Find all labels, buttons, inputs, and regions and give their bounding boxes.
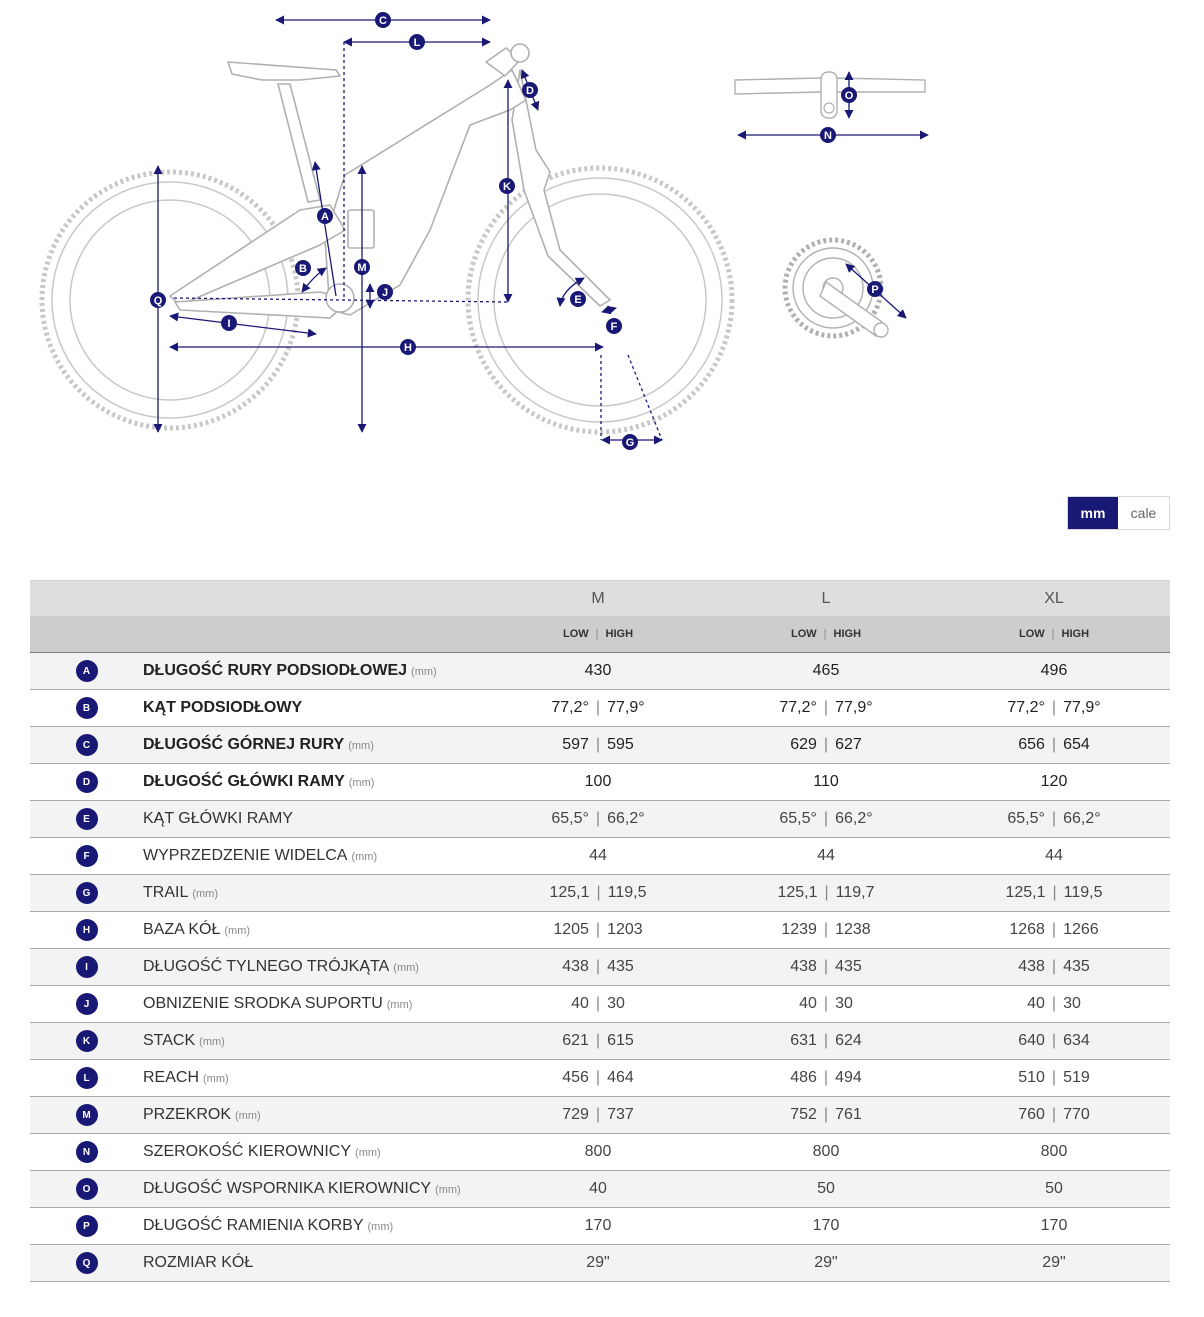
row-value-l [712, 1106, 940, 1124]
separator: | [595, 1069, 601, 1086]
separator: | [595, 628, 599, 640]
value-low: 629 [790, 736, 817, 753]
row-value-m [484, 958, 712, 976]
row-value-l: 170 [812, 1217, 840, 1234]
row-code-badge: J [76, 993, 98, 1015]
unit-mm-button[interactable]: mm [1068, 497, 1118, 529]
row-unit: (mm) [367, 1221, 394, 1233]
value-low: 438 [562, 958, 589, 975]
row-unit: (mm) [203, 1073, 229, 1085]
row-label: DŁUGOŚĆ WSPORNIKA KIEROWNICY [143, 1180, 432, 1197]
row-value-xl [940, 921, 1168, 939]
row-label-cell [143, 1106, 484, 1124]
value-high: 615 [607, 1032, 634, 1049]
geometry-row-a [30, 653, 1170, 690]
low-label: LOW [562, 628, 589, 640]
row-value-xl [940, 736, 1168, 754]
row-label-cell [143, 773, 484, 791]
row-code-badge: P [76, 1215, 98, 1237]
value-low: 125,1 [549, 884, 590, 901]
value-high: 494 [835, 1069, 862, 1086]
geometry-row-h [30, 912, 1170, 949]
value-low: 1268 [1009, 921, 1045, 938]
diagram-badge-p [867, 281, 883, 297]
bike-frame [170, 44, 610, 318]
value-high: 627 [835, 736, 862, 753]
row-value-xl [940, 1106, 1168, 1124]
value-high: 1203 [607, 921, 643, 938]
low-label: LOW [790, 628, 817, 640]
separator: | [823, 921, 829, 938]
diagram-badge-j [377, 284, 393, 300]
row-value-m: 44 [589, 847, 607, 864]
row-label-cell [143, 1069, 484, 1087]
value-low: 1239 [781, 921, 817, 938]
diagram-badge-f [606, 318, 622, 334]
svg-text:G: G [625, 437, 635, 449]
row-label-cell [143, 1032, 484, 1050]
svg-text:F: F [610, 321, 618, 333]
row-value-xl [940, 958, 1168, 976]
diagram-badge-h [400, 339, 416, 355]
geometry-row-m [30, 1097, 1170, 1134]
row-code-badge: G [76, 882, 98, 904]
row-value-l [712, 1069, 940, 1087]
crankset-inset [785, 240, 906, 337]
svg-text:E: E [574, 294, 582, 306]
row-label: TRAIL [143, 884, 189, 901]
row-value-l [712, 884, 940, 902]
separator: | [823, 810, 829, 827]
row-unit: (mm) [199, 1036, 225, 1048]
value-low: 486 [790, 1069, 817, 1086]
separator: | [596, 884, 601, 901]
value-high: 1266 [1063, 921, 1099, 938]
separator: | [595, 995, 601, 1012]
row-unit: (mm) [348, 777, 375, 789]
row-label-cell [143, 1217, 484, 1235]
row-value-l [712, 921, 940, 939]
geometry-row-d [30, 764, 1170, 801]
value-low: 125,1 [777, 884, 818, 901]
diagram-badge-g [622, 434, 638, 450]
row-value-l [712, 995, 940, 1013]
size-header-l: L [821, 589, 831, 607]
size-header-row [30, 580, 1170, 616]
separator: | [823, 628, 827, 640]
value-low: 631 [790, 1032, 817, 1049]
row-value-m [484, 884, 712, 902]
value-low: 621 [562, 1032, 589, 1049]
value-low: 597 [562, 736, 589, 753]
row-value-m [484, 1106, 712, 1124]
row-value-l: 44 [817, 847, 835, 864]
value-high: 66,2° [607, 810, 645, 827]
row-value-m: 40 [589, 1180, 607, 1197]
value-high: 770 [1063, 1106, 1090, 1123]
geometry-row-n [30, 1134, 1170, 1171]
separator: | [1052, 884, 1057, 901]
svg-text:B: B [299, 263, 307, 275]
low-high-header [712, 628, 940, 640]
value-low: 438 [790, 958, 817, 975]
row-code-badge: A [76, 660, 98, 682]
value-high: 30 [835, 995, 853, 1012]
row-label: BAZA KÓŁ [143, 921, 221, 938]
row-value-l: 29" [814, 1254, 838, 1271]
geometry-row-k [30, 1023, 1170, 1060]
row-label: DŁUGOŚĆ RAMIENIA KORBY [143, 1217, 364, 1234]
geometry-row-g [30, 875, 1170, 912]
value-high: 435 [607, 958, 634, 975]
row-value-l [712, 1032, 940, 1050]
row-label: DŁUGOŚĆ RURY PODSIODŁOWEJ [143, 662, 408, 679]
row-unit: (mm) [224, 925, 251, 937]
row-code-badge: D [76, 771, 98, 793]
separator: | [595, 736, 601, 753]
value-high: 119,7 [835, 884, 875, 901]
high-label: HIGH [605, 628, 634, 640]
value-high: 654 [1063, 736, 1090, 753]
value-high: 519 [1063, 1069, 1090, 1086]
geometry-row-q [30, 1245, 1170, 1282]
value-high: 30 [607, 995, 625, 1012]
svg-text:I: I [227, 318, 231, 330]
row-value-l: 110 [813, 773, 839, 790]
row-unit: (mm) [348, 740, 374, 752]
geometry-table [30, 580, 1170, 1282]
row-value-xl: 496 [1040, 662, 1068, 679]
value-low: 40 [1027, 995, 1045, 1012]
geometry-row-b [30, 690, 1170, 727]
geometry-row-e [30, 801, 1170, 838]
row-label: DŁUGOŚĆ GÓRNEJ RURY [143, 736, 345, 753]
diagram-badge-n [820, 127, 836, 143]
row-label: SZEROKOŚĆ KIEROWNICY [143, 1143, 352, 1160]
value-high: 66,2° [835, 810, 873, 827]
value-high: 77,9° [1063, 699, 1101, 716]
value-low: 760 [1018, 1106, 1045, 1123]
separator: | [1051, 736, 1057, 753]
row-label: DŁUGOŚĆ TYLNEGO TRÓJKĄTA [143, 958, 390, 975]
row-unit: (mm) [393, 962, 419, 974]
row-label-cell [143, 699, 484, 717]
row-value-m [484, 736, 712, 754]
row-label-cell [143, 1180, 484, 1198]
value-high: 66,2° [1063, 810, 1101, 827]
svg-text:C: C [379, 15, 387, 27]
row-value-l [712, 958, 940, 976]
row-value-xl [940, 699, 1168, 717]
value-high: 119,5 [607, 884, 647, 901]
value-low: 77,2° [551, 699, 589, 716]
row-unit: (mm) [355, 1147, 381, 1159]
svg-text:H: H [404, 342, 412, 354]
size-header-xl: XL [1044, 589, 1064, 607]
row-value-l: 800 [812, 1143, 840, 1160]
geometry-diagram [0, 0, 1204, 480]
row-code-badge: I [76, 956, 98, 978]
separator: | [823, 736, 829, 753]
diagram-badge-i [221, 315, 237, 331]
row-label: DŁUGOŚĆ GŁÓWKI RAMY [143, 773, 345, 790]
value-high: 119,5 [1063, 884, 1103, 901]
diagram-badge-c [375, 12, 391, 28]
separator: | [595, 810, 601, 827]
value-high: 30 [1063, 995, 1081, 1012]
size-header-m: M [591, 589, 605, 607]
separator: | [824, 884, 829, 901]
value-high: 435 [835, 958, 862, 975]
row-value-l: 465 [812, 662, 840, 679]
separator: | [1051, 995, 1057, 1012]
value-low: 40 [571, 995, 589, 1012]
svg-text:L: L [413, 37, 421, 49]
value-high: 737 [607, 1106, 634, 1123]
value-low: 77,2° [1007, 699, 1045, 716]
geometry-row-l [30, 1060, 1170, 1097]
row-code-badge: M [76, 1104, 98, 1126]
row-label: WYPRZEDZENIE WIDELCA [143, 847, 348, 864]
value-low: 65,5° [779, 810, 817, 827]
row-value-xl: 800 [1040, 1143, 1068, 1160]
row-value-xl: 50 [1045, 1180, 1063, 1197]
handlebar-inset [735, 72, 928, 135]
row-unit: (mm) [235, 1110, 261, 1122]
unit-inch-button[interactable]: cale [1130, 505, 1157, 521]
value-high: 761 [835, 1106, 862, 1123]
separator: | [823, 1032, 829, 1049]
diagram-badge-o [841, 87, 857, 103]
row-label-cell [143, 1254, 484, 1272]
row-value-m [484, 995, 712, 1013]
separator: | [595, 1106, 601, 1123]
value-high: 435 [1063, 958, 1090, 975]
value-low: 77,2° [779, 699, 817, 716]
row-value-m [484, 921, 712, 939]
value-low: 656 [1018, 736, 1045, 753]
geometry-row-c [30, 727, 1170, 764]
row-value-l [712, 810, 940, 828]
row-code-badge: E [76, 808, 98, 830]
row-code-badge: H [76, 919, 98, 941]
high-label: HIGH [833, 628, 862, 640]
row-label-cell [143, 736, 484, 754]
diagram-badge-q [150, 292, 166, 308]
svg-text:K: K [503, 181, 511, 193]
row-value-m: 100 [584, 773, 612, 790]
separator: | [823, 699, 829, 716]
value-low: 65,5° [1007, 810, 1045, 827]
row-value-l [712, 699, 940, 717]
row-label: KĄT GŁÓWKI RAMY [143, 810, 293, 827]
svg-text:D: D [526, 85, 534, 97]
row-value-m: 170 [584, 1217, 612, 1234]
value-high: 77,9° [835, 699, 873, 716]
geometry-row-o [30, 1171, 1170, 1208]
svg-text:J: J [381, 287, 389, 299]
diagram-badge-b [295, 260, 311, 276]
separator: | [1051, 958, 1057, 975]
row-value-xl [940, 995, 1168, 1013]
separator: | [1051, 921, 1057, 938]
low-high-header [940, 628, 1168, 640]
separator: | [1051, 1106, 1057, 1123]
row-value-xl: 29" [1042, 1254, 1066, 1271]
row-value-l [712, 736, 940, 754]
row-label: KĄT PODSIODŁOWY [143, 699, 303, 716]
value-low: 40 [799, 995, 817, 1012]
value-low: 438 [1018, 958, 1045, 975]
diagram-badge-e [570, 291, 586, 307]
svg-text:A: A [321, 211, 329, 223]
svg-text:N: N [824, 130, 832, 142]
row-value-m [484, 1032, 712, 1050]
row-label: PRZEKROK [143, 1106, 232, 1123]
row-code-badge: L [76, 1067, 98, 1089]
row-value-xl [940, 1069, 1168, 1087]
value-low: 125,1 [1005, 884, 1046, 901]
row-label-cell [143, 1143, 484, 1161]
row-label-cell [143, 958, 484, 976]
diagram-badge-d [522, 82, 538, 98]
row-value-m: 800 [584, 1143, 612, 1160]
row-value-m [484, 699, 712, 717]
separator: | [595, 958, 601, 975]
diagram-badge-a [317, 208, 333, 224]
separator: | [823, 1106, 829, 1123]
row-code-badge: F [76, 845, 98, 867]
unit-toggle [1067, 496, 1170, 530]
row-value-xl: 44 [1045, 847, 1063, 864]
row-label-cell [143, 847, 484, 865]
geometry-row-i [30, 949, 1170, 986]
value-high: 634 [1063, 1032, 1090, 1049]
high-label: HIGH [1061, 628, 1090, 640]
value-high: 1238 [835, 921, 871, 938]
separator: | [595, 921, 601, 938]
separator: | [823, 995, 829, 1012]
value-low: 640 [1018, 1032, 1045, 1049]
row-unit: (mm) [411, 666, 437, 678]
svg-text:Q: Q [153, 295, 163, 307]
row-label-cell [143, 995, 484, 1013]
value-high: 464 [607, 1069, 634, 1086]
row-label: STACK [143, 1032, 196, 1049]
value-low: 729 [562, 1106, 589, 1123]
value-low: 456 [562, 1069, 589, 1086]
row-unit: (mm) [386, 999, 413, 1011]
row-label-cell [143, 884, 484, 902]
diagram-badge-k [499, 178, 515, 194]
row-unit: (mm) [435, 1184, 461, 1196]
row-value-m: 29" [586, 1254, 610, 1271]
separator: | [823, 1069, 829, 1086]
value-high: 624 [835, 1032, 862, 1049]
row-value-m [484, 1069, 712, 1087]
row-value-xl: 170 [1040, 1217, 1068, 1234]
row-unit: (mm) [192, 888, 218, 900]
row-label: REACH [143, 1069, 200, 1086]
svg-text:O: O [844, 90, 854, 102]
row-label-cell [143, 662, 484, 680]
row-value-xl: 120 [1040, 773, 1068, 790]
diagram-badge-m [354, 259, 370, 275]
flip-chip-header-row [30, 616, 1170, 653]
value-low: 65,5° [551, 810, 589, 827]
separator: | [1051, 1069, 1057, 1086]
value-high: 595 [607, 736, 634, 753]
row-value-m [484, 810, 712, 828]
geometry-row-j [30, 986, 1170, 1023]
value-high: 77,9° [607, 699, 645, 716]
row-code-badge: K [76, 1030, 98, 1052]
geometry-row-f [30, 838, 1170, 875]
low-label: LOW [1018, 628, 1045, 640]
row-unit: (mm) [351, 851, 378, 863]
row-value-l: 50 [817, 1180, 835, 1197]
row-label: ROZMIAR KÓŁ [143, 1254, 254, 1271]
separator: | [823, 958, 829, 975]
row-code-badge: C [76, 734, 98, 756]
low-high-header [484, 628, 712, 640]
diagram-badge-l [409, 34, 425, 50]
svg-text:P: P [871, 284, 879, 296]
value-low: 510 [1018, 1069, 1045, 1086]
row-value-xl [940, 810, 1168, 828]
separator: | [1051, 628, 1055, 640]
svg-text:M: M [357, 262, 367, 274]
separator: | [595, 699, 601, 716]
row-code-badge: O [76, 1178, 98, 1200]
geometry-row-p [30, 1208, 1170, 1245]
row-label-cell [143, 921, 484, 939]
separator: | [1051, 699, 1057, 716]
row-code-badge: Q [76, 1252, 98, 1274]
separator: | [1051, 810, 1057, 827]
value-low: 752 [790, 1106, 817, 1123]
row-value-xl [940, 1032, 1168, 1050]
value-low: 1205 [553, 921, 589, 938]
row-value-xl [940, 884, 1168, 902]
row-value-m: 430 [584, 662, 612, 679]
separator: | [595, 1032, 601, 1049]
separator: | [1051, 1032, 1057, 1049]
row-label: OBNIZENIE SRODKA SUPORTU [143, 995, 383, 1012]
row-code-badge: B [76, 697, 98, 719]
row-label-cell [143, 810, 484, 828]
row-code-badge: N [76, 1141, 98, 1163]
